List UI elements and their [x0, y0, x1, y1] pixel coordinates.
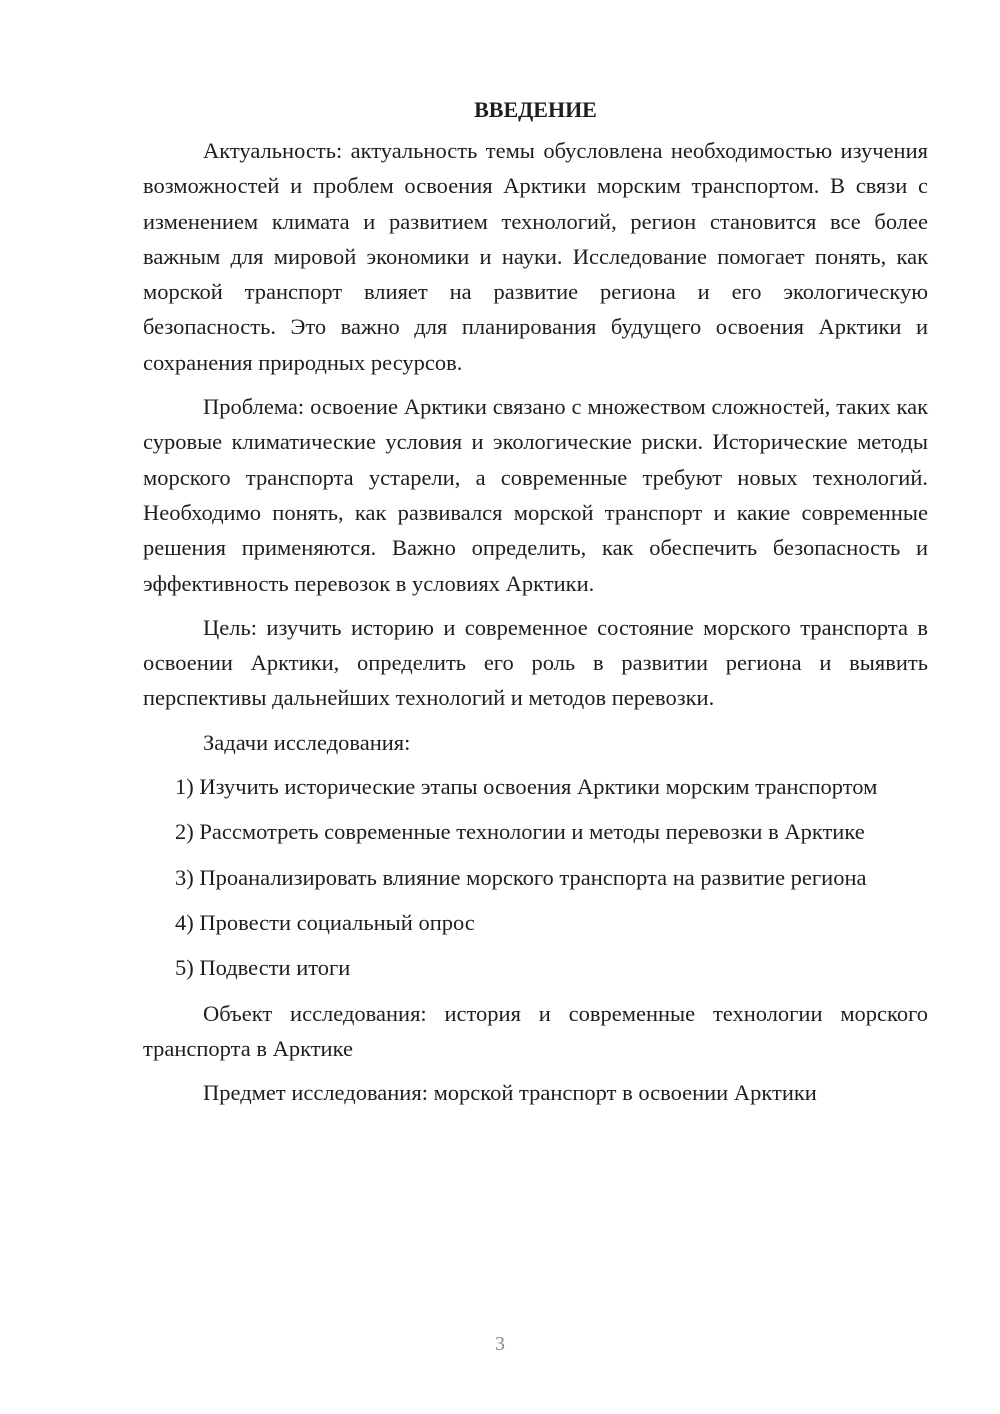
subject-paragraph: Предмет исследования: морской транспорт в освоении Арктики [203, 1080, 817, 1106]
page-content [143, 92, 928, 1115]
tasks-header: Задачи исследования: [203, 729, 411, 755]
object-paragraph: Объект исследования: история и современные технологии морского транспорта в Арктике [143, 1000, 928, 1061]
task-item-3: 3) Проанализировать влияние морского транспорта на развитие региона [175, 864, 867, 890]
task-item-5: 5) Подвести итоги [175, 955, 351, 981]
relevance-paragraph: Актуальность: актуальность темы обусловлена необходимостью изучения возможностей и проблем освоения Арктики морским транспортом. В связи с изменением климата и развитием технологий, регион становится все более важным для мировой экономики и науки. Исследование помогает понять, как морской транспорт влияет на развитие региона и его экологическую безопасность. Это важно для планирования будущего освоения Арктики и сохранения природных ресурсов. [143, 138, 928, 375]
task-item-4: 4) Провести социальный опрос [175, 909, 475, 935]
task-item-2: 2) Рассмотреть современные технологии и методы перевозки в Арктике [175, 819, 865, 845]
page-number: 3 [495, 1333, 505, 1355]
problem-paragraph: Проблема: освоение Арктики связано с множеством сложностей, таких как суровые климатические условия и экологические риски. Исторические методы морского транспорта устарели, а современные требуют новых технологий. Необходимо понять, как развивался морской транспорт и какие современные решения применяются. Важно определить, как обеспечить безопасность и эффективность перевозок в условиях Арктики. [143, 394, 928, 596]
goal-paragraph: Цель: изучить историю и современное состояние морского транспорта в освоении Арктики, определить его роль в развитии региона и выявить перспективы дальнейших технологий и методов перевозки. [143, 614, 928, 711]
task-item-1: 1) Изучить исторические этапы освоения Арктики морским транспортом [175, 774, 878, 800]
section-heading: ВВЕДЕНИЕ [474, 97, 597, 122]
